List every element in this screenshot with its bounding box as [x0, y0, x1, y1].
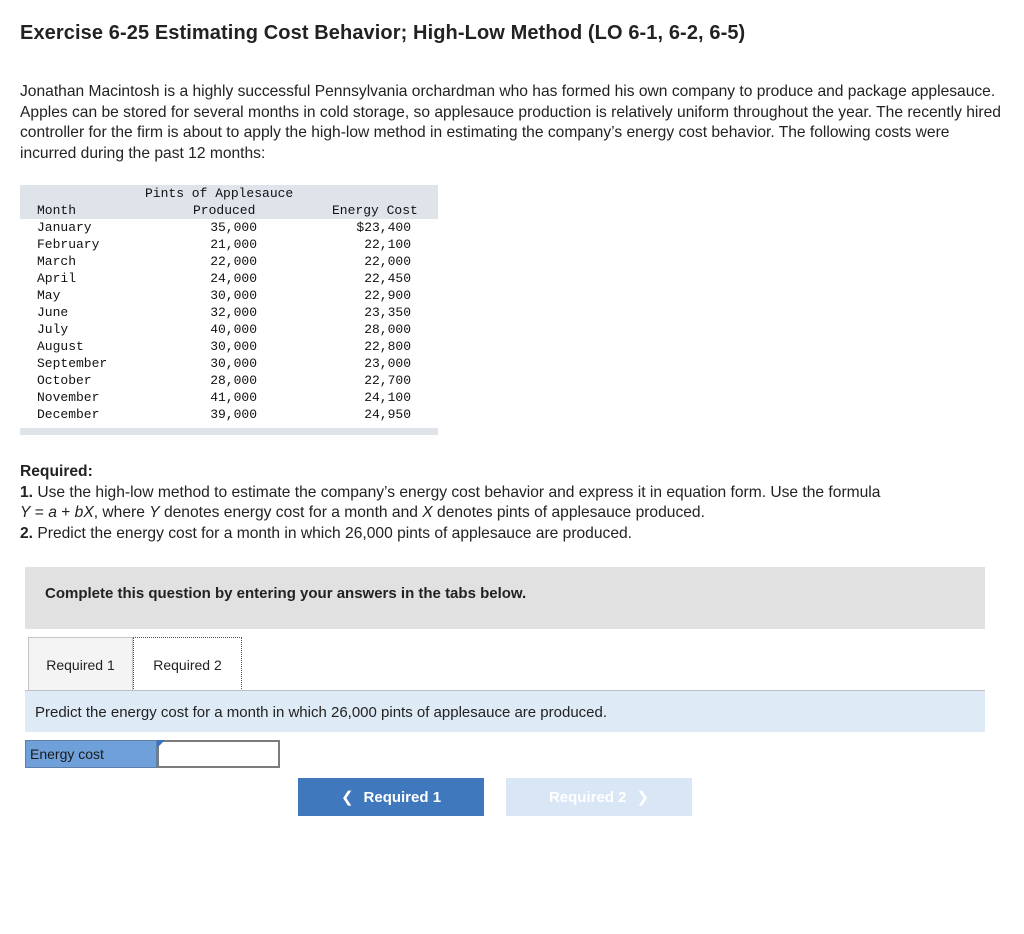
- cell-month: December: [37, 407, 100, 422]
- formula-y: Y: [20, 504, 31, 521]
- cell-energy-cost: 24,950: [364, 407, 411, 422]
- cell-month: January: [37, 220, 92, 235]
- cell-month: April: [37, 271, 77, 286]
- header-pints-line1: Pints of Applesauce: [145, 186, 294, 201]
- exercise-intro: Jonathan Macintosh is a highly successful Pennsylvania orchardman who has formed his own company to produce and package applesauce. Apples can be stored for several months in cold storage, so applesauce production is relatively uniform throughout the year. The recently hired controller for the firm is about to apply the high-low method in estimating the company’s energy cost behavior. The following costs were incurred during the past 12 months:: [20, 83, 1001, 162]
- cell-energy-cost: 23,000: [364, 356, 411, 371]
- previous-button-label: Required 1: [363, 788, 442, 806]
- cell-energy-cost: 22,000: [364, 254, 411, 269]
- header-month: Month: [37, 203, 77, 218]
- cell-pints: 30,000: [210, 339, 257, 354]
- cell-month: September: [37, 356, 108, 371]
- cell-pints: 32,000: [210, 305, 257, 320]
- tab-required-2[interactable]: Required 2: [133, 637, 242, 691]
- cell-energy-cost: $23,400: [356, 220, 411, 235]
- instruction-text: Complete this question by entering your answers in the tabs below.: [45, 585, 527, 602]
- cell-energy-cost: 22,450: [364, 271, 411, 286]
- exercise-title: Exercise 6-25 Estimating Cost Behavior; High-Low Method (LO 6-1, 6-2, 6-5): [20, 22, 746, 44]
- chevron-right-icon: ❯: [636, 789, 650, 806]
- cell-pints: 39,000: [210, 407, 257, 422]
- required-item-1: [20, 483, 1010, 524]
- cell-energy-cost: 22,100: [364, 237, 411, 252]
- question-prompt-banner: [25, 691, 985, 732]
- cell-month: March: [37, 254, 77, 269]
- cell-month: October: [37, 373, 92, 388]
- cell-energy-cost: 23,350: [364, 305, 411, 320]
- table-row: [20, 372, 438, 389]
- cell-month: August: [37, 339, 84, 354]
- formula-x-denotes: X: [422, 504, 433, 521]
- cell-energy-cost: 28,000: [364, 322, 411, 337]
- cell-pints: 30,000: [210, 288, 257, 303]
- required-item-2: [20, 524, 1010, 545]
- header-energy-cost: Energy Cost: [332, 203, 418, 218]
- table-row: [20, 355, 438, 372]
- next-button-label: Required 2: [548, 788, 627, 806]
- cell-pints: 30,000: [210, 356, 257, 371]
- cell-pints: 35,000: [210, 220, 257, 235]
- table-row: [20, 287, 438, 304]
- table-row: [20, 304, 438, 321]
- formula-a: a: [48, 504, 57, 521]
- formula-bx: bX: [74, 504, 94, 521]
- cell-pints: 28,000: [210, 373, 257, 388]
- formula-equals: =: [30, 504, 49, 521]
- table-footer-band: [20, 428, 438, 435]
- header-pints-line2: Produced: [193, 203, 256, 218]
- cell-energy-cost: 24,100: [364, 390, 411, 405]
- table-row: [20, 338, 438, 355]
- formula-y-denotes: Y: [149, 504, 160, 521]
- cell-month: July: [37, 322, 69, 337]
- previous-required-1-button[interactable]: [298, 778, 484, 816]
- energy-cost-input[interactable]: [157, 740, 280, 768]
- cell-pints: 40,000: [210, 322, 257, 337]
- table-row: [20, 321, 438, 338]
- cell-pints: 41,000: [210, 390, 257, 405]
- table-row: [20, 236, 438, 253]
- table-body: [20, 219, 438, 423]
- cell-month: November: [37, 390, 100, 405]
- cell-month: June: [37, 305, 69, 320]
- cell-energy-cost: 22,900: [364, 288, 411, 303]
- table-row: [20, 270, 438, 287]
- table-row: [20, 389, 438, 406]
- formula-where: , where: [93, 504, 150, 521]
- item-2-text: Predict the energy cost for a month in which 26,000 pints of applesauce are produced.: [33, 524, 633, 542]
- formula-plus: +: [56, 504, 75, 521]
- required-heading: Required:: [20, 463, 93, 480]
- input-corner-flag-icon: [157, 740, 165, 748]
- tab-required-1[interactable]: Required 1: [28, 637, 133, 691]
- table-row: [20, 253, 438, 270]
- next-required-2-button[interactable]: [506, 778, 692, 816]
- cell-pints: 24,000: [210, 271, 257, 286]
- formula-mid: denotes energy cost for a month and: [159, 504, 423, 521]
- cell-pints: 22,000: [210, 254, 257, 269]
- instruction-banner: [25, 567, 985, 629]
- chevron-left-icon: ❮: [340, 789, 354, 806]
- cell-energy-cost: 22,700: [364, 373, 411, 388]
- cell-month: May: [37, 288, 61, 303]
- cell-energy-cost: 22,800: [364, 339, 411, 354]
- required-section: [20, 462, 1010, 544]
- table-row: [20, 219, 438, 236]
- item-1-text: Use the high-low method to estimate the company’s energy cost behavior and express it in equation form. Use the formula: [33, 483, 881, 501]
- question-prompt-text: Predict the energy cost for a month in which 26,000 pints of applesauce are produced.: [35, 704, 608, 721]
- table-row: [20, 406, 438, 423]
- formula-end: denotes pints of applesauce produced.: [432, 504, 705, 521]
- cell-month: February: [37, 237, 100, 252]
- item-2-number: 2.: [20, 524, 34, 542]
- item-1-number: 1.: [20, 483, 34, 501]
- energy-cost-label: Energy cost: [25, 740, 157, 768]
- cell-pints: 21,000: [210, 237, 257, 252]
- energy-cost-table: [20, 185, 438, 435]
